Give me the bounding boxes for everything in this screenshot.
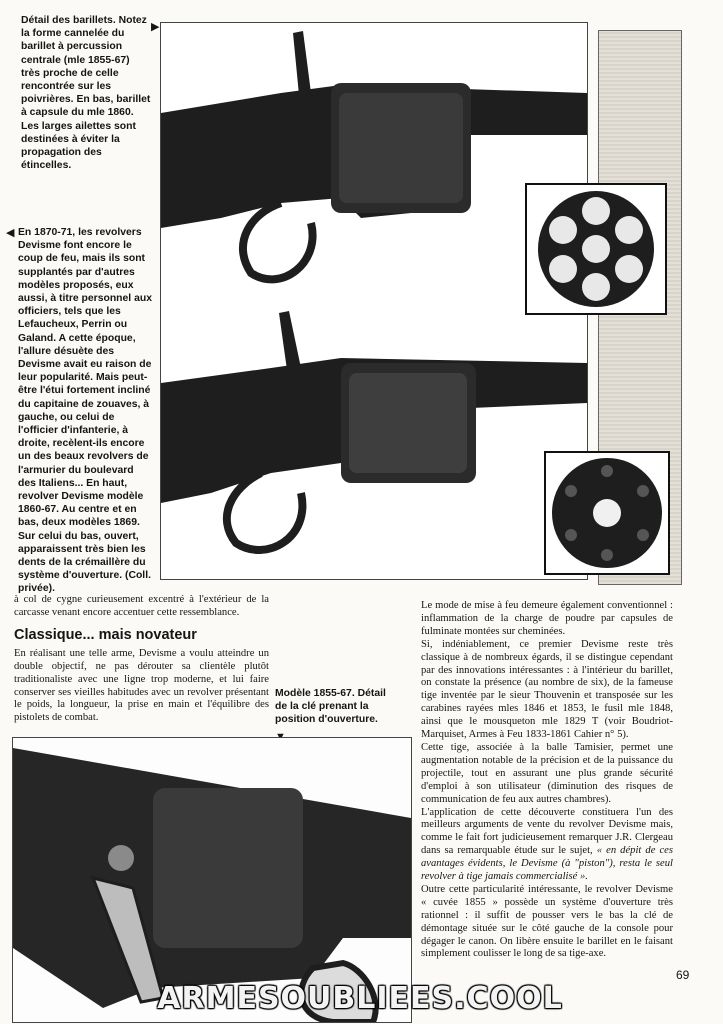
cylinder-upper-icon — [527, 185, 665, 313]
page-number: 69 — [676, 968, 690, 982]
caption-barillets — [21, 14, 151, 172]
caption-revolvers-1870 — [18, 226, 152, 596]
right-paragraph-4 — [421, 807, 673, 884]
right-paragraph-1: Le mode de mise à feu demeure également conventionnel : inflammation de la charge de poudre par capsules de fulminate montées sur cheminées. — [421, 600, 673, 637]
section-paragraph: En réalisant une telle arme, Devisme a voulu atteindre un double objectif, ne pas dérouter sa clientèle plutôt traditionaliste avec une ligne trop moderne, et lui faire conserver ses vieilles habitudes avec un revolver présentant le poids, la longueur, la prise en main et l'équilibre des pistolets de combat. — [14, 647, 269, 724]
right-paragraph-4-text: L'application de cette découverte constituera l'un des meilleurs arguments de vente du revolver Devisme mais, comme le fait fort judicieusement remarquer J.R. Clergeau dans sa remarquable étude sur le sujet, — [421, 806, 673, 857]
arrow-left-icon: ◀ — [6, 227, 15, 239]
left-text-column — [14, 594, 269, 725]
inset-cylinder-upper — [525, 183, 667, 315]
right-paragraph-2: Si, indéniablement, ce premier Devisme reste très classique à de nombreux égards, il se distingue cependant par des innovations intéressantes : à l'intérieur du barillet, on constate la présence (au nombre de six), de la fameuse tige inventée par le sieur Thouvenin et transposée sur les carabines rayées mles 1846 et 1853, le fusil mle 1848, ainsi que le mousqueton mle 1829 T (voir Boudriot-Marquiset, Armes à Feu 1833-1861 Cahier n° 5). — [421, 638, 673, 741]
revolver-upper — [161, 31, 587, 279]
right-paragraph-5: Outre cette particularité intéressante, le revolver Devisme « cuvée 1855 » possède un système d'ouverture très rationnel : il suffit de pousser vers le bas la clé de démontage située sur le côté gauche de la console pour dégager le canon. On libère ensuite le barillet en le faisant simplement coulisser le long de sa tige-axe. — [421, 883, 673, 960]
caption-modele — [275, 687, 387, 745]
caption-barillets-text: Détail des barillets. Notez la forme cannelée du barillet à percussion centrale (mle 1855-67) très proche de celle rencontrée sur les poivrières. En bas, barillet à capsule du mle 1860. Les larges ailettes sont destinées à éviter la propagation des étincelles. — [21, 15, 151, 172]
photo-revolvers-top — [160, 22, 588, 580]
cylinder-lower-icon — [546, 453, 668, 573]
right-text-column — [421, 600, 673, 961]
section-heading: Classique... mais novateur — [14, 626, 197, 643]
right-paragraph-3: Cette tige, associée à la balle Tamisier, permet une augmentation notable de la précision et de la puissance du projectile, tout en assurant une plus grande sécurité d'emploi à son utilisateur (diminution des risques de communication de feu aux autres chambres). — [421, 741, 673, 805]
caption-modele-text: Modèle 1855-67. Détail de la clé prenant la position d'ouverture. — [275, 688, 386, 726]
caption-revolvers-1870-text: En 1870-71, les revolvers Devisme font encore le coup de feu, mais ils sont supplantés par d'autres modèles proposés, eux aussi, à titre personnel aux officiers, tels que les Lefaucheux, Perrin ou Galand. A cette époque, l'allure désuète des Devisme avait eu raison de leur popularité. Mais peut-être l'étui fortement incliné du capitaine de zouaves, à gauche, ou celui de l'officier d'infanterie, à droite, recèlent-ils encore un des beaux revolvers de l'armurier du boulevard des Italiens... En haut, revolver Devisme modèle 1860-67. Au centre et en bas, deux modèles 1869. Sur celui du bas, ouvert, apparaissent très bien les dents de la crémaillère du système d'ouverture. (Coll. privée). — [18, 227, 152, 595]
revolver-illustration — [161, 23, 587, 579]
inset-cylinder-lower — [544, 451, 670, 575]
revolver-lower — [161, 311, 587, 550]
watermark: ARMESOUBLIEES.COOL — [157, 981, 563, 1016]
right-paragraph-4-quote: « en dépit de ces avantages évidents, le Devisme (à "piston"), resta le seul revolver à tige jamais commercialisé ». — [421, 845, 673, 883]
continuation-text: à col de cygne curieusement excentré à l'extérieur de la carcasse venant encore accentuer cette ressemblance. — [14, 594, 269, 618]
arrow-right-icon: ▶ — [151, 21, 160, 33]
revolver-detail-illustration — [13, 738, 411, 1022]
